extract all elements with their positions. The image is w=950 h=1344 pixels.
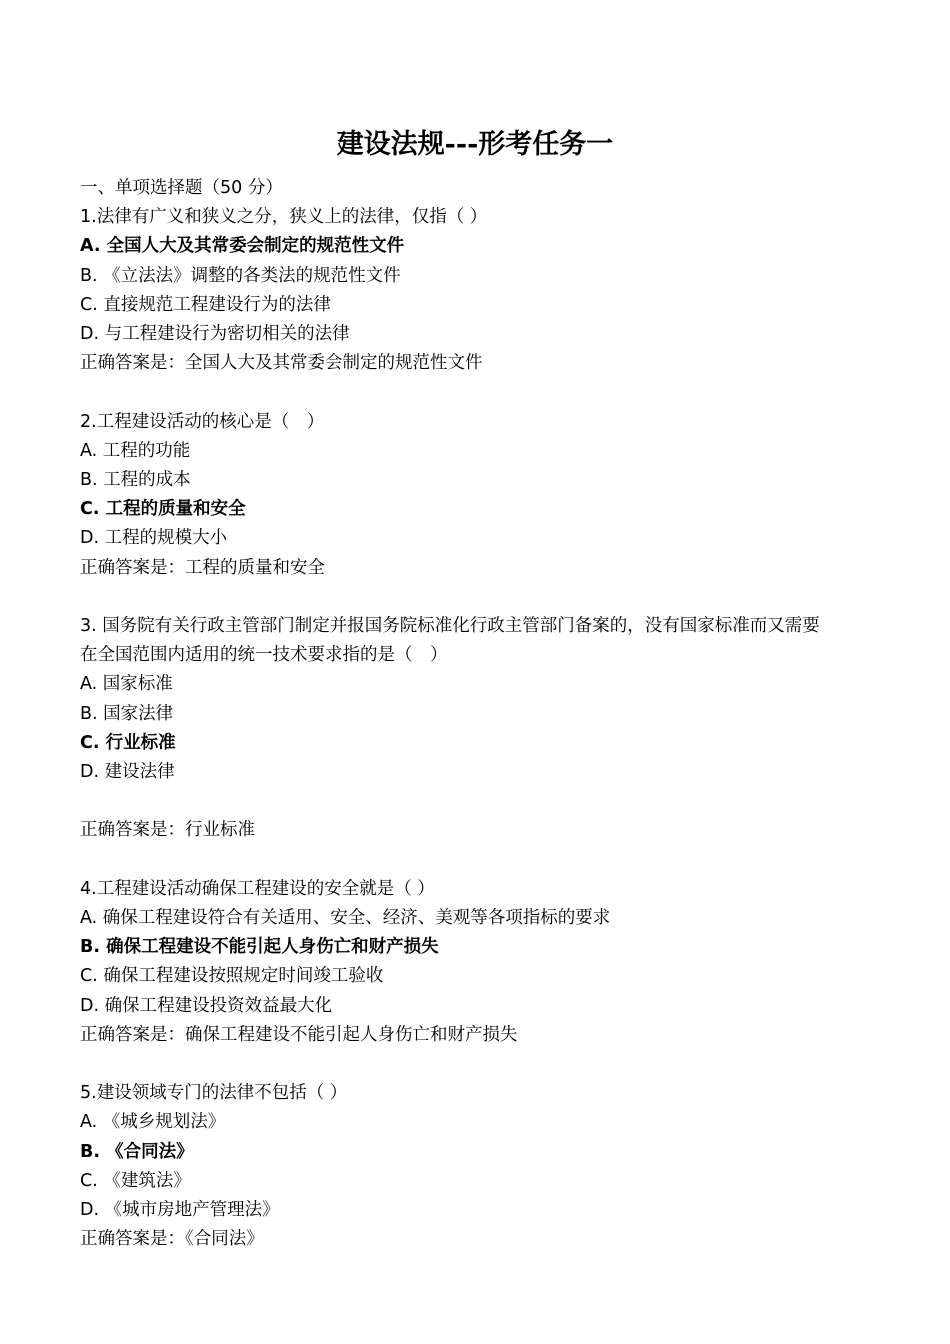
option-a: A. 《城乡规划法》 [80, 1112, 226, 1133]
option-c: C. 确保工程建设按照规定时间竣工验收 [80, 966, 384, 987]
question-stem-line-1: 3. 国务院有关行政主管部门制定并报国务院标准化行政主管部门备案的，没有国家标准而又需要 [80, 616, 820, 637]
spacer [80, 1050, 910, 1079]
section-heading: 一、单项选择题（50 分） [80, 178, 283, 198]
correct-answer: 正确答案是：确保工程建设不能引起人身伤亡和财产损失 [80, 1024, 518, 1045]
spacer [80, 846, 910, 875]
question-stem: 5.建设领域专门的法律不包括（ ） [80, 1083, 348, 1104]
option-d: D. 工程的规模大小 [80, 528, 228, 549]
option-b: B. 国家法律 [80, 703, 174, 724]
option-b: B. 工程的成本 [80, 470, 191, 491]
document-body [80, 174, 910, 1254]
option-b-correct: B. 确保工程建设不能引起人身伤亡和财产损失 [80, 937, 439, 958]
question-5 [80, 1079, 910, 1254]
correct-answer: 正确答案是：行业标准 [80, 820, 255, 841]
question-stem-line-2: 在全国范围内适用的统一技术要求指的是（ ） [80, 645, 448, 666]
option-d: D. 与工程建设行为密切相关的法律 [80, 324, 350, 345]
option-b: B. 《立法法》调整的各类法的规范性文件 [80, 265, 401, 286]
question-4 [80, 875, 910, 1050]
question-stem: 1.法律有广义和狭义之分，狭义上的法律，仅指（ ） [80, 207, 488, 228]
spacer [80, 583, 910, 612]
option-d: D. 建设法律 [80, 762, 175, 783]
option-a-correct: A. 全国人大及其常委会制定的规范性文件 [80, 236, 405, 257]
option-b-correct: B. 《合同法》 [80, 1141, 194, 1162]
spacer [80, 787, 910, 816]
question-1 [80, 203, 910, 378]
option-a: A. 确保工程建设符合有关适用、安全、经济、美观等各项指标的要求 [80, 908, 611, 929]
correct-answer: 正确答案是：《合同法》 [80, 1229, 264, 1250]
question-stem: 4.工程建设活动确保工程建设的安全就是（ ） [80, 878, 435, 899]
option-c-correct: C. 工程的质量和安全 [80, 499, 246, 520]
option-d: D. 确保工程建设投资效益最大化 [80, 995, 333, 1016]
correct-answer: 正确答案是：工程的质量和安全 [80, 557, 325, 578]
spacer [80, 378, 910, 407]
document-title: 建设法规---形考任务一 [336, 129, 614, 160]
option-c: C. 《建筑法》 [80, 1170, 191, 1191]
option-a: A. 国家标准 [80, 674, 173, 695]
question-3 [80, 612, 910, 846]
option-c-correct: C. 行业标准 [80, 732, 176, 753]
option-a: A. 工程的功能 [80, 440, 191, 461]
question-stem: 2.工程建设活动的核心是（ ） [80, 411, 325, 432]
question-2 [80, 408, 910, 583]
correct-answer: 正确答案是：全国人大及其常委会制定的规范性文件 [80, 353, 483, 374]
option-d: D. 《城市房地产管理法》 [80, 1200, 280, 1221]
option-c: C. 直接规范工程建设行为的法律 [80, 294, 331, 315]
